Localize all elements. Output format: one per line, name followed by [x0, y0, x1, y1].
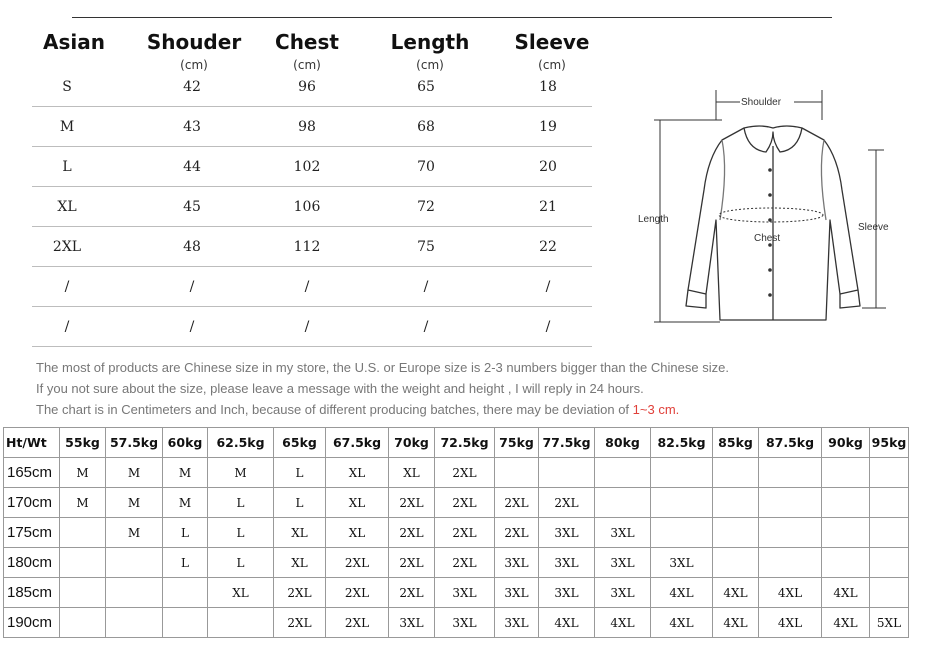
size-cell	[106, 608, 163, 638]
size-cell: 3XL	[435, 608, 495, 638]
size-cell	[870, 578, 909, 608]
corner-header: Ht/Wt	[4, 428, 60, 458]
size-cell: 3XL	[539, 518, 595, 548]
size-label: M	[59, 119, 75, 135]
size-row-l	[32, 147, 592, 187]
shoulder-value: 43	[183, 119, 201, 135]
height-row	[4, 608, 909, 638]
size-cell	[759, 488, 822, 518]
size-cell: 4XL	[822, 578, 870, 608]
size-cell: 3XL	[389, 608, 435, 638]
size-cell	[651, 458, 713, 488]
size-cell: 2XL	[435, 548, 495, 578]
size-cell: 3XL	[651, 548, 713, 578]
size-cell: 2XL	[389, 578, 435, 608]
weight-header: 70kg	[389, 428, 435, 458]
shoulder-value: 48	[183, 239, 201, 255]
size-cell: 2XL	[326, 578, 389, 608]
size-cell: 2XL	[326, 608, 389, 638]
size-cell: 2XL	[274, 578, 326, 608]
size-cell	[713, 518, 759, 548]
header-asian: Asian	[43, 30, 105, 54]
size-cell	[713, 548, 759, 578]
sleeve-value: /	[545, 279, 551, 295]
chest-value: 112	[293, 239, 321, 255]
size-row-2xl	[32, 227, 592, 267]
weight-header: 55kg	[60, 428, 106, 458]
size-label: XL	[57, 199, 77, 215]
size-cell: L	[208, 488, 274, 518]
size-cell: M	[60, 488, 106, 518]
length-value: /	[423, 319, 429, 335]
shirt-measurement-diagram	[636, 80, 902, 330]
length-value: 75	[417, 239, 435, 255]
size-cell: L	[163, 548, 208, 578]
size-cell: 5XL	[870, 608, 909, 638]
size-cell	[539, 458, 595, 488]
size-cell	[870, 548, 909, 578]
size-cell	[651, 488, 713, 518]
size-label: L	[62, 159, 72, 175]
size-cell	[60, 548, 106, 578]
size-cell: 2XL	[389, 548, 435, 578]
weight-header-row	[4, 428, 909, 458]
weight-header: 67.5kg	[326, 428, 389, 458]
size-cell: 2XL	[495, 518, 539, 548]
size-cell	[60, 608, 106, 638]
top-divider	[72, 17, 832, 18]
size-label: /	[64, 279, 70, 295]
size-cell	[163, 578, 208, 608]
size-cell: 2XL	[389, 518, 435, 548]
length-value: 65	[417, 79, 435, 95]
weight-header: 57.5kg	[106, 428, 163, 458]
size-cell	[495, 458, 539, 488]
length-value: 68	[417, 119, 435, 135]
unit-shoulder: (cm)	[180, 58, 208, 72]
size-cell: XL	[274, 548, 326, 578]
size-cell: M	[106, 488, 163, 518]
deviation-highlight: 1~3 cm.	[632, 402, 680, 417]
size-cell: 4XL	[822, 608, 870, 638]
size-cell	[60, 518, 106, 548]
size-cell	[106, 578, 163, 608]
diagram-sleeve-label: Sleeve	[858, 222, 889, 233]
size-cell: XL	[326, 518, 389, 548]
height-row	[4, 578, 909, 608]
height-weight-table	[3, 427, 909, 638]
weight-header: 75kg	[495, 428, 539, 458]
size-cell: L	[274, 488, 326, 518]
weight-header: 72.5kg	[435, 428, 495, 458]
size-cell: 3XL	[595, 518, 651, 548]
size-cell	[822, 488, 870, 518]
unit-sleeve: (cm)	[538, 58, 566, 72]
weight-header: 62.5kg	[208, 428, 274, 458]
header-chest: Chest	[275, 30, 339, 54]
shoulder-value: /	[189, 279, 195, 295]
size-row-empty	[32, 307, 592, 347]
chest-value: 102	[293, 159, 321, 175]
height-label: 190cm	[4, 608, 60, 638]
note-line-2: If you not sure about the size, please leave a message with the weight and height , I will reply in 24 hours.	[36, 381, 644, 396]
shirt-illustration	[636, 80, 902, 330]
size-cell	[595, 488, 651, 518]
size-cell: M	[163, 458, 208, 488]
unit-length: (cm)	[416, 58, 444, 72]
weight-header: 82.5kg	[651, 428, 713, 458]
size-cell: M	[208, 458, 274, 488]
size-cell: 4XL	[759, 608, 822, 638]
size-cell: 3XL	[595, 578, 651, 608]
unit-chest: (cm)	[293, 58, 321, 72]
diagram-shoulder-label: Shoulder	[741, 97, 782, 108]
diagram-length-label: Length	[638, 214, 669, 225]
weight-header: 60kg	[163, 428, 208, 458]
size-cell	[759, 458, 822, 488]
height-label: 175cm	[4, 518, 60, 548]
note-line-3	[36, 399, 729, 420]
weight-header: 95kg	[870, 428, 909, 458]
chest-value: 106	[293, 199, 321, 215]
chest-value: 96	[298, 79, 316, 95]
size-row-empty	[32, 267, 592, 307]
sleeve-value: 22	[539, 239, 557, 255]
chest-value: /	[304, 279, 310, 295]
sleeve-value: 20	[539, 159, 557, 175]
sleeve-value: 21	[539, 199, 557, 215]
size-cell	[759, 518, 822, 548]
size-cell: 3XL	[595, 548, 651, 578]
size-cell: 2XL	[274, 608, 326, 638]
size-cell: 4XL	[595, 608, 651, 638]
weight-header: 65kg	[274, 428, 326, 458]
size-cell	[822, 458, 870, 488]
size-cell	[822, 518, 870, 548]
size-cell: 2XL	[435, 488, 495, 518]
size-cell: L	[208, 518, 274, 548]
height-row	[4, 488, 909, 518]
size-cell: 2XL	[495, 488, 539, 518]
size-cell	[759, 548, 822, 578]
size-cell: L	[163, 518, 208, 548]
size-cell: 2XL	[389, 488, 435, 518]
size-cell: 3XL	[495, 608, 539, 638]
height-row	[4, 518, 909, 548]
size-cell: L	[208, 548, 274, 578]
size-cell: XL	[389, 458, 435, 488]
chest-value: 98	[298, 119, 316, 135]
size-cell	[870, 458, 909, 488]
size-cell	[106, 548, 163, 578]
size-row-xl	[32, 187, 592, 227]
note-line-1: The most of products are Chinese size in my store, the U.S. or Europe size is 2-3 numbers bigger than the Chinese size.	[36, 360, 729, 375]
size-cell: 3XL	[495, 578, 539, 608]
size-cell: XL	[326, 488, 389, 518]
size-cell: L	[274, 458, 326, 488]
size-label: 2XL	[52, 239, 82, 255]
header-sleeve: Sleeve	[514, 30, 590, 54]
size-cell: 3XL	[539, 578, 595, 608]
size-cell	[713, 488, 759, 518]
size-label: /	[64, 319, 70, 335]
weight-header: 85kg	[713, 428, 759, 458]
size-cell: XL	[274, 518, 326, 548]
height-label: 170cm	[4, 488, 60, 518]
weight-header: 80kg	[595, 428, 651, 458]
header-shoulder: Shouder	[146, 30, 242, 54]
size-cell: 4XL	[759, 578, 822, 608]
size-cell	[60, 578, 106, 608]
size-cell: 2XL	[326, 548, 389, 578]
size-cell: XL	[208, 578, 274, 608]
size-cell: 2XL	[435, 518, 495, 548]
size-cell: M	[106, 518, 163, 548]
note-line-3-text: The chart is in Centimeters and Inch, because of different producing batches, there may be deviation of	[36, 402, 633, 417]
height-row	[4, 548, 909, 578]
size-cell	[870, 488, 909, 518]
size-cell	[595, 458, 651, 488]
size-cell: 2XL	[539, 488, 595, 518]
size-label: S	[62, 79, 72, 95]
size-cell	[651, 518, 713, 548]
diagram-chest-label: Chest	[754, 233, 781, 244]
sleeve-value: /	[545, 319, 551, 335]
weight-header: 87.5kg	[759, 428, 822, 458]
length-value: 70	[417, 159, 435, 175]
header-length: Length	[390, 30, 470, 54]
height-label: 165cm	[4, 458, 60, 488]
size-cell	[163, 608, 208, 638]
weight-header: 90kg	[822, 428, 870, 458]
size-cell: XL	[326, 458, 389, 488]
size-cell	[870, 518, 909, 548]
shoulder-value: 44	[183, 159, 201, 175]
length-value: /	[423, 279, 429, 295]
shoulder-value: /	[189, 319, 195, 335]
size-cell: M	[163, 488, 208, 518]
size-cell: 3XL	[539, 548, 595, 578]
size-cell: 2XL	[435, 458, 495, 488]
shoulder-value: 45	[183, 199, 201, 215]
size-cell: M	[106, 458, 163, 488]
height-row	[4, 458, 909, 488]
size-cell	[822, 548, 870, 578]
size-cell: 3XL	[435, 578, 495, 608]
length-value: 72	[417, 199, 435, 215]
sleeve-value: 19	[539, 119, 557, 135]
sleeve-value: 18	[539, 79, 557, 95]
size-notes	[36, 357, 729, 420]
size-cell	[208, 608, 274, 638]
height-label: 180cm	[4, 548, 60, 578]
size-cell: M	[60, 458, 106, 488]
size-cell: 4XL	[539, 608, 595, 638]
row-divider	[32, 346, 592, 347]
height-label: 185cm	[4, 578, 60, 608]
size-cell: 4XL	[713, 578, 759, 608]
size-cell: 4XL	[651, 578, 713, 608]
weight-header: 77.5kg	[539, 428, 595, 458]
chest-value: /	[304, 319, 310, 335]
size-cell: 3XL	[495, 548, 539, 578]
shoulder-value: 42	[183, 79, 201, 95]
size-cell	[713, 458, 759, 488]
size-cell: 4XL	[713, 608, 759, 638]
size-cell: 4XL	[651, 608, 713, 638]
size-row-m	[32, 107, 592, 147]
size-row-s	[32, 67, 592, 107]
